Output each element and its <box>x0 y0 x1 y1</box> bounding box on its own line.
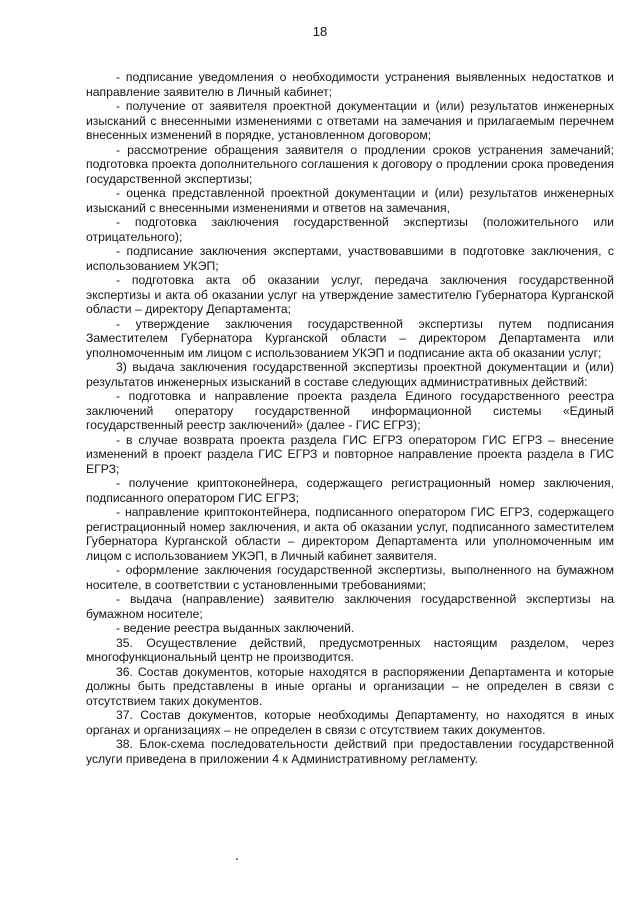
paragraph-registry-return: - в случае возврата проекта раздела ГИС ЕГРЗ оператором ГИС ЕГРЗ – внесение изменений в проект раздела ГИС ЕГРЗ и повторное направление проекта раздела в ГИС ЕГРЗ; <box>86 432 614 476</box>
scan-speck <box>236 858 238 860</box>
paragraph-paper-issue: - выдача (направление) заявителю заключения государственной экспертизы на бумажном носителе; <box>86 592 614 621</box>
paragraph-paper-form: - оформление заключения государственной экспертизы, выполненного на бумажном носителе, в соответствии с установленными требованиями; <box>86 563 614 592</box>
paragraph-36: 36. Состав документов, которые находятся в распоряжении Департамента и которые должны быть представлены в иные органы и организации – не определен в связи с отсутствием таких документов. <box>86 664 614 708</box>
paragraph-crypto-send: - направление криптоконтейнера, подписанного оператором ГИС ЕГРЗ, содержащего регистрационный номер заключения, и акта об оказании услуг, подписанного заместителем Губернатора Курганской области – директором Департамента или уполномоченным им лицом с использованием УКЭП, в Личный кабинет заявителя. <box>86 505 614 563</box>
paragraph-37: 37. Состав документов, которые необходимы Департаменту, но находятся в иных органах и организациях – не определен в связи с отсутствием таких документов. <box>86 708 614 737</box>
paragraph-prepare-conclusion: - подготовка заключения государственной экспертизы (положительного или отрицательного); <box>86 215 614 244</box>
paragraph-38: 38. Блок-схема последовательности действий при предоставлении государственной услуги приведена в приложении 4 к Административному регламенту. <box>86 737 614 766</box>
paragraph-issuance: 3) выдача заключения государственной экспертизы проектной документации и (или) результатов инженерных изысканий в составе следующих административных действий: <box>86 360 614 389</box>
paragraph-crypto-receive: - получение криптоконейнера, содержащего регистрационный номер заключения, подписанного оператором ГИС ЕГРЗ; <box>86 476 614 505</box>
paragraph-services-act: - подготовка акта об оказании услуг, передача заключения государственной экспертизы и акта об оказании услуг на утверждение заместителю Губернатора Курганской области – директору Департамента; <box>86 273 614 316</box>
document-body <box>86 70 614 766</box>
page-number: 18 <box>312 24 328 39</box>
paragraph-receive-docs: - получение от заявителя проектной документации и (или) результатов инженерных изысканий с внесенными изменениями с ответами на замечания и прилагаемым перечнем внесенных изменений в порядке, установленном договором; <box>86 99 614 142</box>
paragraph-registry-draft: - подготовка и направление проекта раздела Единого государственного реестра заключений оператору государственной информационной системы «Единый государственный реестр заключений» (далее - ГИС ЕГРЗ); <box>86 389 614 432</box>
paragraph-extension-request: - рассмотрение обращения заявителя о продлении сроков устранения замечаний; подготовка проекта дополнительного соглашения к договору о продлении срока проведения государственной экспертизы; <box>86 142 614 186</box>
paragraph-registry-keeping: - ведение реестра выданных заключений. <box>116 621 355 635</box>
paragraph-evaluation: - оценка представленной проектной документации и (или) результатов инженерных изысканий с внесенными изменениями и ответов на замечания, <box>86 186 614 215</box>
paragraph-approval: - утверждение заключения государственной экспертизы путем подписания Заместителем Губернатора Курганской области – директором Департамента или уполномоченным им лицом с использованием УКЭП и подписание акта об оказании услуг; <box>86 316 614 360</box>
paragraph-35: 35. Осуществление действий, предусмотренных настоящим разделом, через многофункциональный центр не производится. <box>86 635 614 664</box>
paragraph-notice-signing: - подписание уведомления о необходимости устранения выявленных недостатков и направление заявителю в Личный кабинет; <box>86 70 614 99</box>
paragraph-experts-signing: - подписание заключения экспертами, участвовавшими в подготовке заключения, с использованием УКЭП; <box>86 244 614 273</box>
